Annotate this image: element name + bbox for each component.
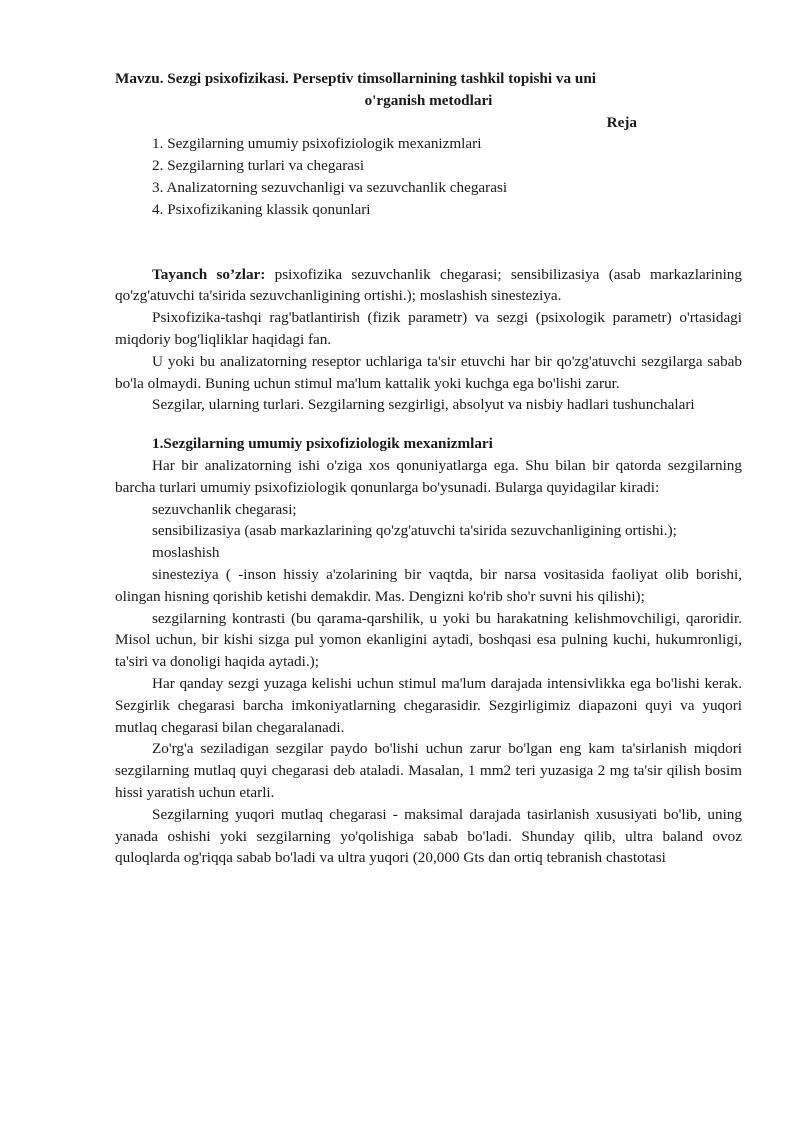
- plan-item: 4. Psixofizikaning klassik qonunlari: [152, 200, 371, 218]
- list-line: moslashish: [152, 544, 220, 562]
- keywords-paragraph: [115, 264, 742, 308]
- list-line: sensibilizasiya (asab markazlarining qo'zg'atuvchi ta'sirida sezuvchanligining ortishi.);: [152, 522, 677, 540]
- paragraph: Psixofizika-tashqi rag'batlantirish (fizik parametr) va sezgi (psixologik parametr) o'rtasidagi miqdoriy bog'liqliklar haqidagi fan.: [115, 309, 742, 348]
- plan-list: [115, 133, 742, 220]
- plan-item: 1. Sezgilarning umumiy psixofiziologik mexanizmlari: [152, 135, 482, 153]
- keywords-text: psixofizika sezuvchanlik chegarasi; sensibilizasiya (asab markazlarining qo'zg'atuvchi ta'sirida sezuvchanligining ortishi.); moslashish sinesteziya.: [115, 265, 742, 305]
- plan-item: 2. Sezgilarning turlari va chegarasi: [152, 157, 365, 175]
- section-heading: 1.Sezgilarning umumiy psixofiziologik mexanizmlari: [152, 435, 493, 453]
- paragraph: Har qanday sezgi yuzaga kelishi uchun stimul ma'lum darajada intensivlikka ega bo'lishi kerak. Sezgirlik chegarasi barcha imkoniyatlarning chegarasidir. Sezgirligimiz diapazoni quyi va yuqori mutlaq chegarasi bilan chegaralanadi.: [115, 674, 742, 736]
- list-line: sezuvchanlik chegarasi;: [152, 500, 297, 518]
- paragraph: sezgilarning kontrasti (bu qarama-qarshilik, u yoki bu harakatning kelishmovchiligi, qaroridir. Misol uchun, bir kishi sizga pul yomon ekanligini aytadi, boshqasi esa pulning kuchi, hukumronligi, ta'siri va donoligi haqida aytadi.);: [115, 609, 742, 671]
- plan-heading: Reja: [606, 113, 637, 131]
- plan-item: 3. Analizatorning sezuvchanligi va sezuvchanlik chegarasi: [152, 178, 508, 196]
- paragraph: Zo'rg'a seziladigan sezgilar paydo bo'lishi uchun zarur bo'lgan eng kam ta'sirlanish miqdori sezgilarning mutlaq quyi chegarasi deb ataladi. Masalan, 1 mm2 teri yuzasiga 2 mg ta'sir qilish bosim hissi yaratish uchun etarli.: [115, 740, 742, 801]
- paragraph: Har bir analizatorning ishi o'ziga xos qonuniyatlarga ega. Shu bilan bir qatorda sezgilarning barcha turlari umumiy psixofiziologik qonunlarga bo'ysunadi. Bularga quyidagilar kiradi:: [115, 456, 742, 496]
- document-page: [115, 68, 742, 869]
- paragraph: Sezgilar, ularning turlari. Sezgilarning sezgirligi, absolyut va nisbiy hadlari tushunchalari: [152, 396, 695, 414]
- title-line-2: o'rganish metodlari: [364, 91, 493, 109]
- paragraph: sinesteziya ( -inson hissiy a'zolarining bir vaqtda, bir narsa vositasida faoliyat olib borishi, olingan hisning qorishib ketishi demakdir. Mas. Dengizni ko'rib sho'r suvni his qilishi);: [115, 565, 742, 605]
- keywords-label: Tayanch so’zlar:: [152, 265, 266, 283]
- paragraph: Sezgilarning yuqori mutlaq chegarasi - maksimal darajada tasirlanish xususiyati bo'lib, uning yanada oshishi yoki sezgilarning yo'qolishiga sabab bo'ladi. Shunday qilib, ultra baland ovoz quloqlarda og'riqqa sabab bo'ladi va ultra yuqori (20,000 Gts dan ortiq tebranish chastotasi: [115, 805, 742, 867]
- title-line-1: Mavzu. Sezgi psixofizikasi. Perseptiv timsollarnining tashkil topishi va uni: [115, 70, 596, 87]
- paragraph: U yoki bu analizatorning reseptor uchlariga ta'sir etuvchi har bir qo'zg'atuvchi sezgilarga sabab bo'la olmaydi. Buning uchun stimul ma'lum kattalik yoki kuchga ega bo'lishi zarur.: [115, 352, 742, 392]
